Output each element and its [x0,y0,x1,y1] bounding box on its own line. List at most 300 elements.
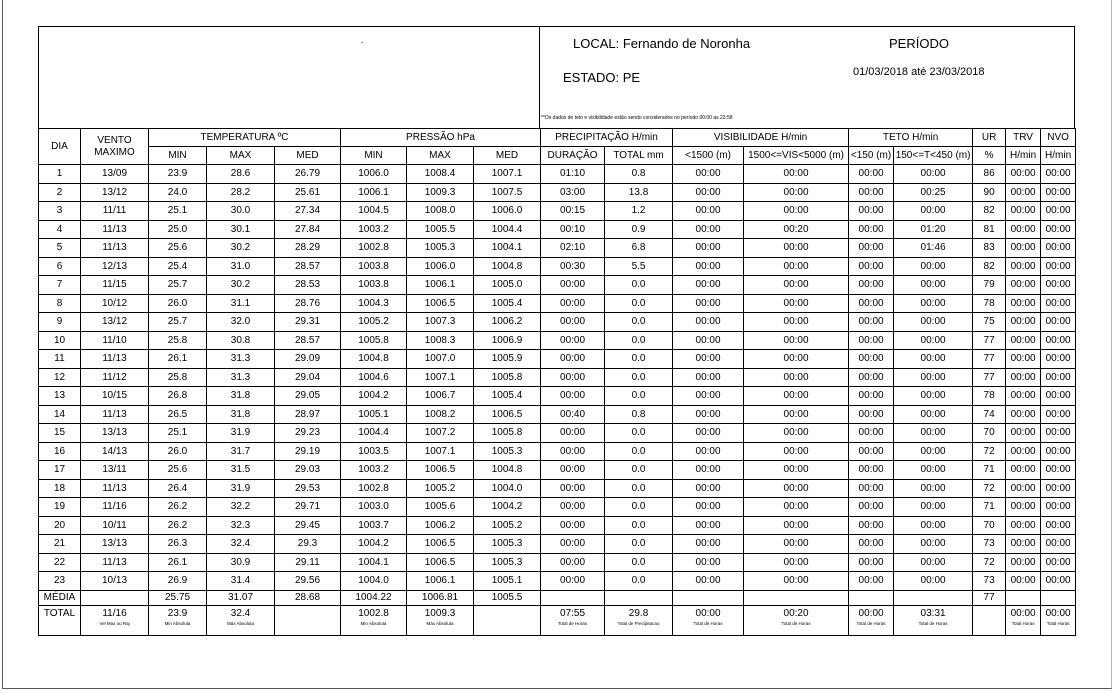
table-cell: 12 [39,368,81,387]
table-cell: 27.84 [275,220,341,239]
total-caption: Total de Precipitacao [617,620,660,626]
table-cell: 00:00 [744,202,849,221]
table-cell: 00:00 [1041,387,1076,406]
table-cell: 0.0 [605,387,673,406]
table-cell: 00:00 [744,516,849,535]
total-caption: Máx Absoluta [426,620,454,626]
table-cell: 1008.0 [407,202,474,221]
total-cell [149,605,207,635]
table-cell: 1003.7 [341,516,407,535]
table-cell: 82 [973,257,1006,276]
table-cell: 00:00 [1006,294,1041,313]
table-cell: 00:00 [1006,424,1041,443]
table-cell: 00:00 [673,313,744,332]
table-cell: 1004.6 [341,368,407,387]
table-cell: 00:00 [849,387,894,406]
total-caption: Total de Horas [918,620,948,626]
table-cell: 30.2 [207,276,275,295]
table-cell: 00:00 [849,553,894,572]
table-cell: 00:00 [1041,257,1076,276]
total-value: 32.4 [230,607,251,619]
table-cell: 21 [39,535,81,554]
media-cell [1006,590,1041,605]
total-value: 11/16 [102,607,127,619]
table-cell: 74 [973,405,1006,424]
table-cell: 00:00 [1006,331,1041,350]
media-cell: MÉDIA [39,590,81,605]
table-cell: 32.3 [207,516,275,535]
table-row [39,572,1076,591]
table-cell: 30.0 [207,202,275,221]
table-cell: 83 [973,239,1006,258]
table-cell: 02:10 [541,239,605,258]
table-cell: 00:00 [849,202,894,221]
table-cell: 11 [39,350,81,369]
table-cell: 0.8 [605,405,673,424]
table-cell: 15 [39,424,81,443]
table-cell: 1005.2 [341,313,407,332]
total-value: 00:00 [1010,607,1036,619]
table-cell: 00:00 [541,442,605,461]
table-cell: 00:00 [673,220,744,239]
table-cell: 00:00 [1041,220,1076,239]
table-cell: 28.53 [275,276,341,295]
table-cell: 00:00 [541,572,605,591]
media-cell [673,590,744,605]
table-cell: 14/13 [81,442,149,461]
table-cell: 00:00 [744,553,849,572]
table-cell: 29.09 [275,350,341,369]
table-cell: 00:00 [1041,331,1076,350]
table-cell: 00:00 [541,553,605,572]
table-cell: 1003.5 [341,442,407,461]
subheader-cell: MIN [149,147,207,165]
table-cell: 7 [39,276,81,295]
table-cell: 0.0 [605,535,673,554]
table-cell: 1004.1 [341,553,407,572]
table-cell: 00:00 [1006,220,1041,239]
table-cell: 00:00 [673,424,744,443]
table-cell: 71 [973,498,1006,517]
table-cell: 1005.9 [474,350,541,369]
table-cell: 1005.3 [474,442,541,461]
header-trv: TRV [1006,129,1041,147]
subheader-cell: 150<=T<450 (m) [894,147,973,165]
subheader-cell: MED [474,147,541,165]
total-caption: Total Horas [1046,620,1070,626]
table-cell: 72 [973,479,1006,498]
table-cell: 00:00 [1006,405,1041,424]
table-cell: 25.8 [149,368,207,387]
table-cell: 11/12 [81,368,149,387]
table-cell: 82 [973,202,1006,221]
table-cell: 28.6 [207,165,275,184]
table-cell: 00:00 [1041,239,1076,258]
table-cell: 25.7 [149,276,207,295]
total-cell [39,605,81,635]
table-cell: 10/11 [81,516,149,535]
table-cell: 1005.6 [407,498,474,517]
table-cell: 13/09 [81,165,149,184]
table-cell: 1004.0 [341,572,407,591]
table-cell: 00:00 [673,516,744,535]
table-row [39,220,1076,239]
logo-dot: . [361,35,364,45]
table-cell: 1004.2 [341,387,407,406]
table-cell: 4 [39,220,81,239]
table-cell: 19 [39,498,81,517]
total-value: 00:00 [858,607,884,619]
table-row [39,313,1076,332]
table-cell: 00:10 [541,220,605,239]
table-cell: 1005.1 [341,405,407,424]
table-cell: 00:00 [1006,239,1041,258]
table-row [39,368,1076,387]
table-cell: 31.5 [207,461,275,480]
table-cell: 00:00 [744,183,849,202]
total-cell [849,605,894,635]
table-cell: 10/13 [81,572,149,591]
subheader-cell: MED [275,147,341,165]
table-cell: 00:00 [849,498,894,517]
total-caption: Total de Horas [856,620,886,626]
media-cell: 25.75 [149,590,207,605]
media-cell [605,590,673,605]
table-cell: 00:00 [849,331,894,350]
table-cell: 00:00 [1006,516,1041,535]
table-cell: 1004.0 [474,479,541,498]
total-value: 1009.3 [424,607,456,619]
table-cell: 00:00 [744,257,849,276]
table-cell: 00:00 [673,350,744,369]
table-cell: 73 [973,535,1006,554]
table-cell: 6.8 [605,239,673,258]
table-cell: 0.0 [605,479,673,498]
table-cell: 27.34 [275,202,341,221]
table-cell: 1006.0 [474,202,541,221]
media-cell: 1005.5 [474,590,541,605]
table-cell: 1009.3 [407,183,474,202]
table-cell: 00:00 [1006,387,1041,406]
table-row [39,202,1076,221]
table-cell: 1007.5 [474,183,541,202]
table-cell: 28.57 [275,331,341,350]
table-cell: 00:00 [744,368,849,387]
table-row [39,165,1076,184]
table-cell: 00:00 [849,461,894,480]
table-cell: 72 [973,553,1006,572]
table-cell: 00:00 [1006,350,1041,369]
total-cell [275,605,341,635]
table-cell: 00:00 [1041,498,1076,517]
table-cell: 25.61 [275,183,341,202]
subheader-cell: % [973,147,1006,165]
data-note: **Os dados de teto e visibilidade estão sendo considerados no período 00:00 as 23:58 [541,115,733,121]
total-caption: Máx Absoluta [226,620,254,626]
table-cell: 29.31 [275,313,341,332]
subheader-cell: 1500<=VIS<5000 (m) [744,147,849,165]
table-cell: 00:00 [849,368,894,387]
table-cell: 00:00 [673,183,744,202]
table-cell: 00:00 [849,572,894,591]
table-cell: 0.0 [605,350,673,369]
table-cell: 25.4 [149,257,207,276]
table-cell: 20 [39,516,81,535]
table-cell: 03:00 [541,183,605,202]
table-cell: 31.4 [207,572,275,591]
table-cell: 00:00 [1041,183,1076,202]
table-cell: 1008.3 [407,331,474,350]
table-cell: 00:00 [673,294,744,313]
table-cell: 01:46 [894,239,973,258]
total-caption: Total Horas [1011,620,1035,626]
subheader-cell: <150 (m) [849,147,894,165]
table-cell: 00:00 [1006,479,1041,498]
total-cell [673,605,744,635]
table-cell: 29.19 [275,442,341,461]
table-cell: 00:00 [1041,535,1076,554]
table-cell: 1006.5 [474,405,541,424]
table-cell: 25.0 [149,220,207,239]
table-cell: 1003.8 [341,257,407,276]
table-cell: 77 [973,368,1006,387]
table-cell: 1004.5 [341,202,407,221]
table-cell: 00:00 [541,368,605,387]
table-row [39,276,1076,295]
table-cell: 1007.2 [407,424,474,443]
table-cell: 25.7 [149,313,207,332]
header-vento: VENTO MAXIMO [81,129,149,165]
table-cell: 11/13 [81,405,149,424]
table-cell: 00:00 [849,442,894,461]
table-cell: 1004.4 [341,424,407,443]
total-caption: Total de Horas [693,620,723,626]
table-cell: 11/16 [81,498,149,517]
table-cell: 00:00 [849,276,894,295]
table-cell: 00:00 [1006,313,1041,332]
table-cell: 00:00 [1006,461,1041,480]
table-cell: 00:00 [894,257,973,276]
table-cell: 0.8 [605,165,673,184]
table-cell: 26.9 [149,572,207,591]
table-cell: 26.2 [149,516,207,535]
total-caption: Vel Max ou Raj [99,620,130,626]
table-cell: 29.11 [275,553,341,572]
table-cell: 71 [973,461,1006,480]
total-caption: Total de Horas [781,620,811,626]
table-cell: 0.0 [605,553,673,572]
total-value: 1002.8 [358,607,389,619]
table-cell: 00:00 [849,424,894,443]
total-cell [973,605,1006,635]
table-cell: 00:00 [744,442,849,461]
table-cell: 1007.3 [407,313,474,332]
table-cell: 01:10 [541,165,605,184]
periodo-label: PERÍODO [889,36,949,51]
table-cell: 00:00 [673,239,744,258]
table-cell: 00:00 [1006,442,1041,461]
table-cell: 70 [973,516,1006,535]
table-row [39,257,1076,276]
table-cell: 00:00 [673,387,744,406]
table-cell: 00:00 [541,387,605,406]
table-cell: 00:00 [744,276,849,295]
table-cell: 26.0 [149,442,207,461]
table-cell: 00:00 [849,479,894,498]
table-cell: 00:00 [894,461,973,480]
table-cell: 00:00 [1041,442,1076,461]
table-cell: 00:00 [744,387,849,406]
table-cell: 26.2 [149,498,207,517]
table-cell: 13/13 [81,535,149,554]
total-value: 03:31 [920,607,946,619]
header-dia: DIA [39,129,81,165]
table-cell: 00:00 [849,165,894,184]
periodo-value: 01/03/2018 até 23/03/2018 [853,66,985,78]
total-value: 00:00 [695,607,721,619]
table-cell: 00:00 [541,516,605,535]
table-cell: 00:00 [541,479,605,498]
table-cell: 00:00 [1041,350,1076,369]
table-cell: 31.9 [207,424,275,443]
table-cell: 00:00 [894,294,973,313]
total-value: 29.8 [628,607,649,619]
table-cell: 16 [39,442,81,461]
total-cell [81,605,149,635]
table-cell: 11/15 [81,276,149,295]
header-ur: UR [973,129,1006,147]
table-cell: 81 [973,220,1006,239]
table-cell: 25.1 [149,424,207,443]
total-cell [407,605,474,635]
table-cell: 30.1 [207,220,275,239]
table-cell: 23.9 [149,165,207,184]
table-row [39,294,1076,313]
table-cell: 00:00 [1041,405,1076,424]
table-cell: 0.0 [605,276,673,295]
table-row [39,183,1076,202]
table-cell: 00:00 [541,350,605,369]
table-cell: 29.23 [275,424,341,443]
table-cell: 00:00 [1041,368,1076,387]
table-cell: 1006.5 [407,535,474,554]
subheader-cell: MIN [341,147,407,165]
table-cell: 00:00 [1041,276,1076,295]
table-cell: 00:00 [1041,572,1076,591]
table-cell: 1005.0 [474,276,541,295]
table-cell: 11/10 [81,331,149,350]
table-cell: 00:00 [673,572,744,591]
table-cell: 1006.1 [341,183,407,202]
total-row [39,605,1076,635]
logo-area [39,27,540,128]
table-cell: 1005.1 [474,572,541,591]
table-cell: 00:00 [541,498,605,517]
table-cell: 32.0 [207,313,275,332]
table-cell: 6 [39,257,81,276]
total-value: 00:00 [1045,607,1071,619]
table-row [39,498,1076,517]
table-cell: 75 [973,313,1006,332]
table-cell: 1005.2 [407,479,474,498]
table-cell: 26.1 [149,350,207,369]
table-cell: 00:00 [894,350,973,369]
table-cell: 00:00 [673,165,744,184]
table-cell: 77 [973,331,1006,350]
table-cell: 00:00 [849,220,894,239]
table-cell: 29.04 [275,368,341,387]
table-cell: 9 [39,313,81,332]
table-row [39,387,1076,406]
media-cell: 1006.81 [407,590,474,605]
table-cell: 11/13 [81,553,149,572]
media-cell [744,590,849,605]
table-cell: 28.57 [275,257,341,276]
total-caption: Min Absoluta [164,620,191,626]
table-cell: 1006.0 [341,165,407,184]
table-cell: 1006.5 [407,553,474,572]
table-cell: 00:00 [894,516,973,535]
table-cell: 32.2 [207,498,275,517]
table-cell: 00:00 [744,461,849,480]
table-cell: 00:00 [1041,202,1076,221]
table-cell: 26.3 [149,535,207,554]
table-cell: 0.0 [605,442,673,461]
table-cell: 26.1 [149,553,207,572]
table-cell: 00:00 [894,442,973,461]
table-cell: 1004.2 [341,535,407,554]
table-cell: 00:00 [673,368,744,387]
table-cell: 31.8 [207,387,275,406]
table-cell: 00:00 [1041,313,1076,332]
table-cell: 0.0 [605,331,673,350]
table-cell: 11/13 [81,220,149,239]
table-cell: 1006.0 [407,257,474,276]
total-caption: Total de Horas [558,620,588,626]
table-cell: 00:00 [673,553,744,572]
table-cell: 00:00 [1041,424,1076,443]
table-cell: 00:00 [894,165,973,184]
table-cell: 2 [39,183,81,202]
table-cell: 00:00 [849,239,894,258]
table-cell: 00:30 [541,257,605,276]
table-cell: 00:00 [673,442,744,461]
table-cell: 1005.4 [474,294,541,313]
table-cell: 00:00 [1041,165,1076,184]
table-cell: 00:00 [849,294,894,313]
table-cell: 1007.1 [407,368,474,387]
table-cell: 0.0 [605,368,673,387]
table-cell: 01:20 [894,220,973,239]
table-cell: 00:00 [1006,572,1041,591]
subheader-cell: DURAÇÃO [541,147,605,165]
table-cell: 29.53 [275,479,341,498]
subheader-cell: H/min [1041,147,1076,165]
table-cell: 0.9 [605,220,673,239]
table-cell: 11/11 [81,202,149,221]
media-cell: 77 [973,590,1006,605]
total-value: 00:20 [783,607,809,619]
table-cell: 00:00 [541,331,605,350]
table-cell: 00:00 [894,313,973,332]
table-cell: 0.0 [605,424,673,443]
table-row [39,424,1076,443]
media-cell [849,590,894,605]
table-cell: 70 [973,424,1006,443]
table-cell: 0.0 [605,498,673,517]
table-cell: 32.4 [207,535,275,554]
table-cell: 00:00 [1006,257,1041,276]
